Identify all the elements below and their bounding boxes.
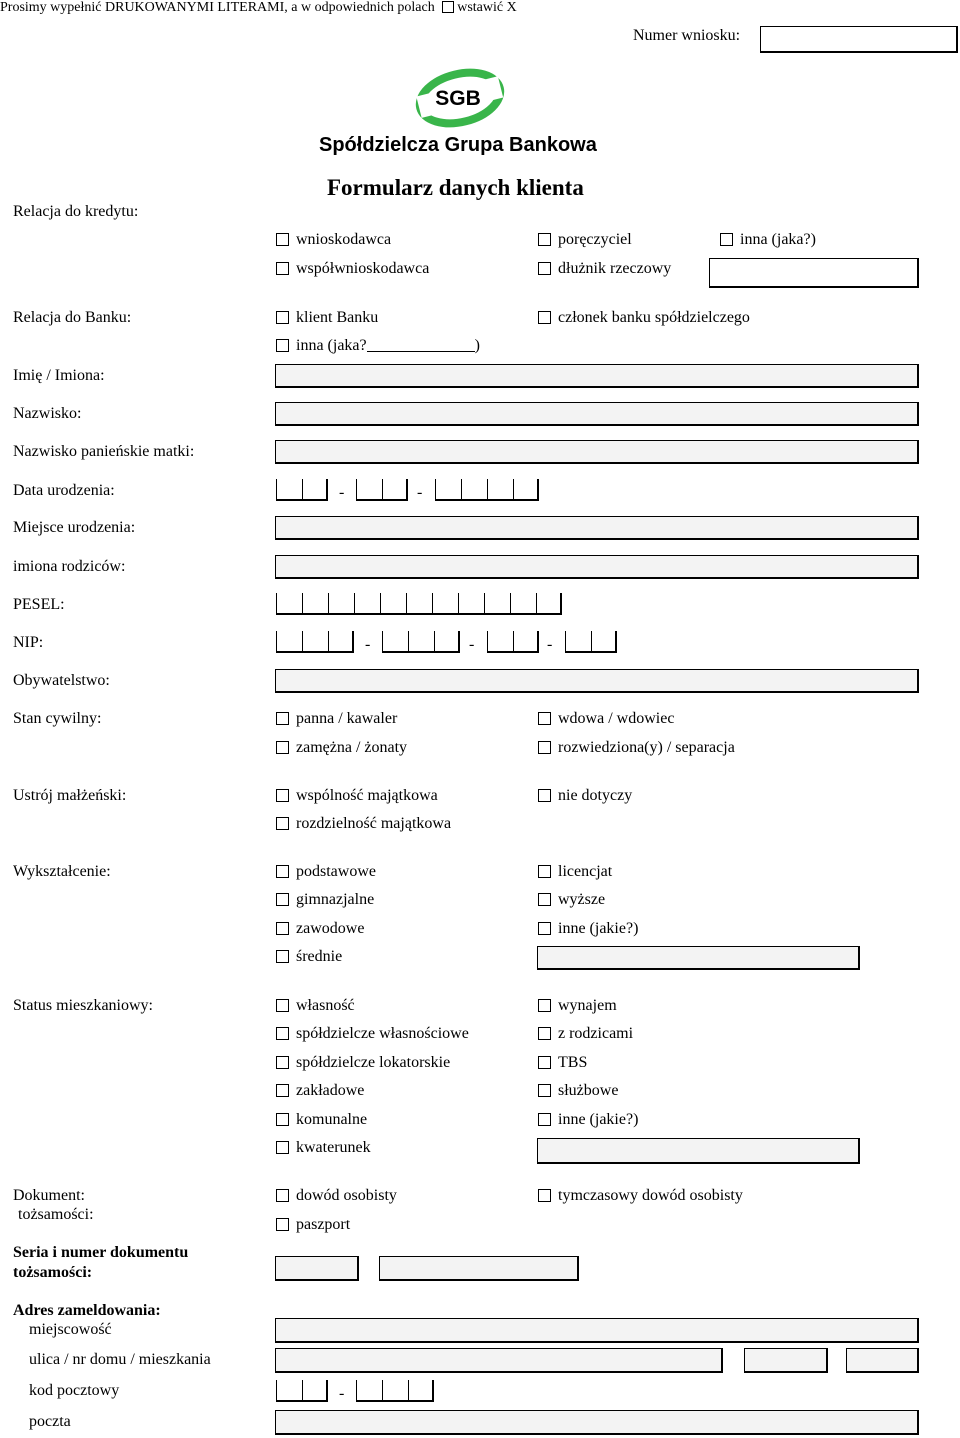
checkbox-icon[interactable] — [538, 712, 551, 725]
option-lower-secondary[interactable]: gimnazjalne — [276, 890, 374, 909]
checkbox-icon[interactable] — [538, 999, 551, 1012]
id-document-label-2: tożsamości: — [18, 1206, 94, 1223]
mother-maiden-field[interactable] — [275, 440, 919, 464]
option-married[interactable]: zamężna / żonaty — [276, 738, 407, 757]
postal-code-cells-2[interactable] — [356, 1380, 434, 1402]
address-apartment-field[interactable] — [846, 1348, 919, 1373]
sgb-logo-icon — [410, 62, 515, 130]
option-widowed[interactable]: wdowa / wdowiec — [538, 709, 674, 728]
birth-month-cells[interactable] — [356, 479, 408, 501]
id-series-field[interactable] — [275, 1256, 359, 1281]
checkbox-icon[interactable] — [538, 1056, 551, 1069]
option-other-credit[interactable]: inna (jaka?) — [720, 230, 816, 249]
checkbox-icon[interactable] — [538, 233, 551, 246]
checkbox-icon[interactable] — [276, 1084, 289, 1097]
pesel-label: PESEL: — [13, 596, 65, 613]
option-bachelor[interactable]: licencjat — [538, 862, 612, 881]
option-service-housing[interactable]: służbowe — [538, 1081, 618, 1100]
id-number-field[interactable] — [379, 1256, 579, 1281]
surname-field[interactable] — [275, 402, 919, 426]
option-municipal[interactable]: komunalne — [276, 1110, 367, 1129]
pesel-cells[interactable] — [276, 593, 562, 615]
option-coop-ownership[interactable]: spółdzielcze własnościowe — [276, 1024, 469, 1043]
mother-maiden-label: Nazwisko panieńskie matki: — [13, 443, 195, 460]
checkbox-icon[interactable] — [538, 893, 551, 906]
address-label: Adres zameldowania: — [13, 1302, 161, 1319]
other-housing-field[interactable] — [537, 1138, 860, 1164]
address-street-field[interactable] — [275, 1348, 723, 1373]
option-applicant[interactable]: wnioskodawca — [276, 230, 391, 249]
option-separate-property[interactable]: rozdzielność majątkowa — [276, 814, 451, 833]
checkbox-icon[interactable] — [276, 1189, 289, 1202]
marital-status-label: Stan cywilny: — [13, 710, 102, 727]
checkbox-icon[interactable] — [538, 922, 551, 935]
option-id-card[interactable]: dowód osobisty — [276, 1186, 397, 1205]
birth-place-label: Miejsce urodzenia: — [13, 519, 136, 536]
address-postal-label: kod pocztowy — [29, 1382, 120, 1399]
checkbox-icon[interactable] — [276, 233, 289, 246]
address-post-office-field[interactable] — [275, 1410, 919, 1435]
parents-names-field[interactable] — [275, 555, 919, 579]
checkbox-icon[interactable] — [276, 311, 289, 324]
option-coop-tenant[interactable]: spółdzielcze lokatorskie — [276, 1053, 450, 1072]
checkbox-icon[interactable] — [538, 262, 551, 275]
option-quarters[interactable]: kwaterunek — [276, 1138, 371, 1157]
other-bank-underline[interactable] — [367, 337, 475, 352]
address-city-field[interactable] — [275, 1318, 919, 1343]
checkbox-icon[interactable] — [276, 1141, 289, 1154]
checkbox-icon[interactable] — [276, 1113, 289, 1126]
option-debtor[interactable]: dłużnik rzeczowy — [538, 259, 671, 278]
option-joint-property[interactable]: wspólność majątkowa — [276, 786, 438, 805]
nip-cells-2[interactable] — [382, 631, 460, 653]
checkbox-icon[interactable] — [276, 262, 289, 275]
checkbox-icon[interactable] — [276, 893, 289, 906]
checkbox-icon[interactable] — [538, 741, 551, 754]
birth-date-sep-1: - — [339, 484, 345, 501]
nip-label: NIP: — [13, 634, 44, 651]
checkbox-icon[interactable] — [276, 712, 289, 725]
option-tbs[interactable]: TBS — [538, 1053, 587, 1072]
request-number-label: Numer wniosku: — [633, 27, 741, 44]
id-number-label-2: tożsamości: — [13, 1264, 93, 1281]
option-bank-client[interactable]: klient Banku — [276, 308, 378, 327]
other-education-field[interactable] — [537, 946, 860, 970]
checkbox-icon — [442, 1, 454, 13]
checkbox-icon[interactable] — [538, 311, 551, 324]
brand-name: Spółdzielcza Grupa Bankowa — [319, 134, 597, 156]
address-street-label: ulica / nr domu / mieszkania — [29, 1351, 211, 1368]
id-document-label: Dokument: — [13, 1187, 85, 1204]
option-coapplicant[interactable]: współwnioskodawca — [276, 259, 429, 278]
checkbox-icon[interactable] — [276, 741, 289, 754]
checkbox-icon[interactable] — [538, 1189, 551, 1202]
nip-sep-2: - — [469, 636, 475, 653]
postal-code-sep: - — [339, 1385, 345, 1402]
option-secondary[interactable]: średnie — [276, 947, 342, 966]
instruction-text — [0, 0, 517, 16]
instruction-main: Prosimy wypełnić DRUKOWANYMI LITERAMI, a w odpowiednich polach — [0, 0, 435, 15]
instruction-mark: wstawić X — [457, 0, 517, 15]
address-post-office-label: poczta — [29, 1413, 71, 1430]
housing-status-label: Status mieszkaniowy: — [13, 997, 153, 1014]
education-label: Wykształcenie: — [13, 863, 111, 880]
surname-label: Nazwisko: — [13, 405, 82, 422]
birth-date-label: Data urodzenia: — [13, 482, 115, 499]
checkbox-icon[interactable] — [538, 789, 551, 802]
checkbox-icon[interactable] — [276, 339, 289, 352]
checkbox-icon[interactable] — [276, 1056, 289, 1069]
option-passport[interactable]: paszport — [276, 1215, 350, 1234]
other-credit-field[interactable] — [709, 258, 919, 288]
option-with-parents[interactable]: z rodzicami — [538, 1024, 633, 1043]
checkbox-icon[interactable] — [720, 233, 733, 246]
request-number-field[interactable] — [760, 26, 958, 53]
checkbox-icon[interactable] — [276, 1218, 289, 1231]
postal-code-cells-1[interactable] — [276, 1380, 328, 1402]
option-single[interactable]: panna / kawaler — [276, 709, 397, 728]
option-guarantor[interactable]: poręczyciel — [538, 230, 632, 249]
checkbox-icon[interactable] — [276, 950, 289, 963]
option-not-applicable[interactable]: nie dotyczy — [538, 786, 632, 805]
checkbox-icon[interactable] — [276, 789, 289, 802]
bank-relation-label: Relacja do Banku: — [13, 309, 132, 326]
logo-text: SGB — [435, 87, 481, 110]
credit-relation-label: Relacja do kredytu: — [13, 203, 139, 220]
birth-day-cells[interactable] — [276, 479, 328, 501]
address-house-number-field[interactable] — [744, 1348, 828, 1373]
checkbox-icon[interactable] — [538, 865, 551, 878]
checkbox-icon[interactable] — [276, 817, 289, 830]
option-ownership[interactable]: własność — [276, 996, 355, 1015]
option-divorced[interactable]: rozwiedziona(y) / separacja — [538, 738, 735, 757]
option-temp-id-card[interactable]: tymczasowy dowód osobisty — [538, 1186, 743, 1205]
property-regime-label: Ustrój małżeński: — [13, 787, 127, 804]
option-other-education[interactable]: inne (jakie?) — [538, 919, 638, 938]
checkbox-icon[interactable] — [538, 1084, 551, 1097]
nip-cells-1[interactable] — [276, 631, 354, 653]
birth-date-sep-2: - — [417, 484, 423, 501]
nip-cells-4[interactable] — [565, 631, 617, 653]
form-title: Formularz danych klienta — [327, 175, 584, 200]
option-other-housing[interactable]: inne (jakie?) — [538, 1110, 638, 1129]
first-names-label: Imię / Imiona: — [13, 367, 105, 384]
birth-place-field[interactable] — [275, 516, 919, 540]
checkbox-icon[interactable] — [538, 1113, 551, 1126]
id-number-label: Seria i numer dokumentu — [13, 1244, 189, 1261]
checkbox-icon[interactable] — [538, 1027, 551, 1040]
nip-sep-3: - — [547, 636, 553, 653]
option-primary[interactable]: podstawowe — [276, 862, 376, 881]
birth-year-cells[interactable] — [435, 479, 539, 501]
checkbox-icon[interactable] — [276, 865, 289, 878]
nip-sep-1: - — [365, 636, 371, 653]
citizenship-label: Obywatelstwo: — [13, 672, 110, 689]
address-city-label: miejscowość — [29, 1321, 112, 1338]
nip-cells-3[interactable] — [487, 631, 539, 653]
option-rental[interactable]: wynajem — [538, 996, 617, 1015]
checkbox-icon[interactable] — [276, 999, 289, 1012]
option-other-bank[interactable]: inna (jaka? ) — [276, 336, 480, 355]
first-names-field[interactable] — [275, 364, 919, 388]
citizenship-field[interactable] — [275, 669, 919, 693]
parents-names-label: imiona rodziców: — [13, 558, 126, 575]
checkbox-icon[interactable] — [276, 1027, 289, 1040]
option-bank-member[interactable]: członek banku spółdzielczego — [538, 308, 750, 327]
checkbox-icon[interactable] — [276, 922, 289, 935]
option-higher[interactable]: wyższe — [538, 890, 605, 909]
option-company-housing[interactable]: zakładowe — [276, 1081, 364, 1100]
option-vocational[interactable]: zawodowe — [276, 919, 364, 938]
